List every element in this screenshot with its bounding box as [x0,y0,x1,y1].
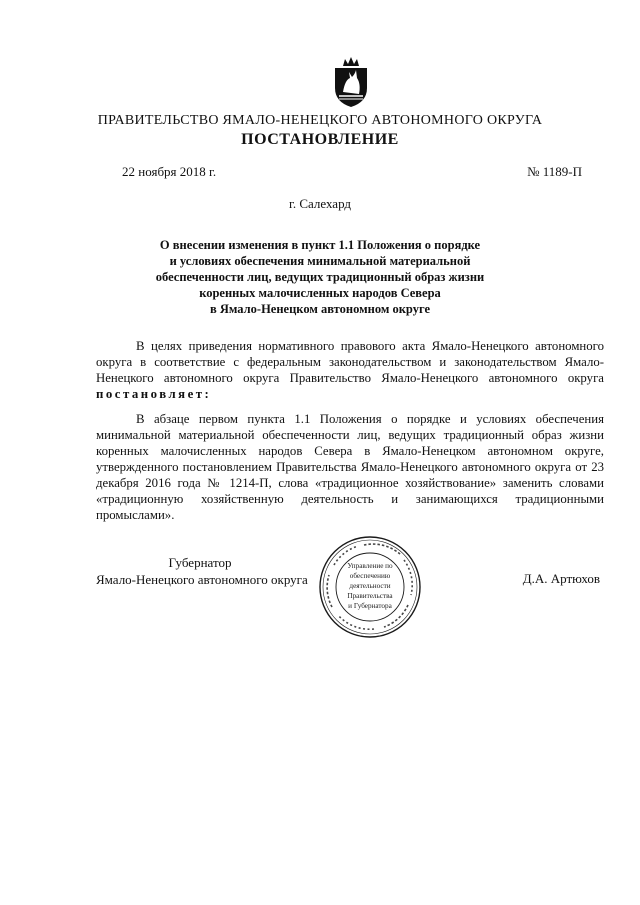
document-date: 22 ноября 2018 г. [122,164,217,179]
organization-name: ПРАВИТЕЛЬСТВО ЯМАЛО-НЕНЕЦКОГО АВТОНОМНОГО ОКРУГА [97,113,543,128]
stamp-line: обеспечению [349,572,391,580]
yamal-coat-of-arms-icon [331,56,371,108]
title-line: О внесении изменения в пункт 1.1 Положения о порядке [159,238,481,252]
stamp-line: и Губернатора [348,602,392,610]
title-line: в Ямало-Ненецком автономном округе [209,302,431,316]
stamp-line: Управление по [347,562,393,570]
signatory-title-line: Ямало-Ненецкого автономного округа [96,572,308,587]
document-title [120,237,520,317]
resolve-keyword: постановляет: [96,387,212,401]
preamble-paragraph [96,338,604,402]
title-line: обеспеченности лиц, ведущих традиционный образ жизни [155,270,485,284]
official-stamp [318,535,422,639]
preamble-text: В целях приведения нормативного правового акта Ямало-Ненецкого автономного округа в соответствие с федеральным законодательством и законодательством Ямало-Ненецкого автономного округа Правительство Ямало-Ненецкого автономного округа [96,339,604,385]
signatory-name: Д.А. Артюхов [522,571,600,586]
title-line: и условиях обеспечения минимальной материальной [169,254,471,268]
stamp-line: деятельности [349,582,391,590]
document-city: г. Салехард [288,196,352,211]
title-line: коренных малочисленных народов Севера [199,286,441,300]
signatory-title-line: Губернатор [168,555,232,570]
document-type: ПОСТАНОВЛЕНИЕ [241,131,399,148]
signatory-title [96,554,308,588]
amendment-paragraph: В абзаце первом пункта 1.1 Положения о порядке и условиях обеспечения минимальной материальной обеспеченности лиц, ведущих традиционный образ жизни коренных малочисленных народов Севера в Ямало-Ненецком автономном округе, утвержденного постановлением Правительства Ямало-Ненецкого автономного округа от 23 декабря 2016 года № 1214-П, слова «традиционное хозяйствование» заменить словами «традиционную хозяйственную деятельность и занимающихся традиционными промыслами». [96,412,604,522]
stamp-line: Правительства [347,592,393,600]
document-number: № 1189-П [527,164,582,179]
